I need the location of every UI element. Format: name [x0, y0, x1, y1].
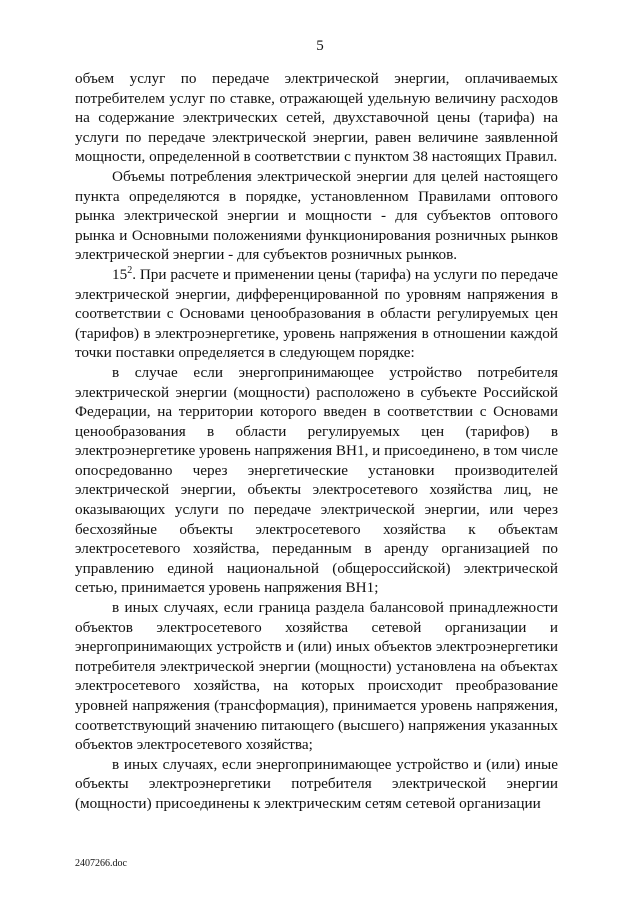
clause-15-2 — [75, 265, 558, 363]
clause-text: . При расчете и применении цены (тарифа) на услуги по передаче электрической энергии, дифференцированной по уровням напряжения в соответствии с Основами ценообразования в области регулируемых цен (тарифов) в электроэнергетике, уровень напряжения в отношении каждой точки поставки определяется в следующем порядке: — [75, 265, 558, 362]
paragraph-case-transformation: в иных случаях, если граница раздела балансовой принадлежности объектов электросетевого хозяйства сетевой организации и энергопринимающих устройств и (или) иных объектов электроэнергетики потребителя электрической энергии (мощности) установлена на объектах электросетевого хозяйства, на которых происходит преобразование уровней напряжения (трансформация), принимается уровень напряжения, соответствующий значению питающего (высшего) напряжения указанных объектов электросетевого хозяйства; — [75, 599, 558, 754]
clause-superscript: 2 — [127, 264, 133, 276]
document-filename: 2407266.doc — [75, 858, 127, 869]
paragraph-continuation: объем услуг по передаче электрической энергии, оплачиваемых потребителем услуг по ставке, отражающей удельную величину расходов на содержание электрических сетей, двухставочной цены (тарифа) на услуги по передаче электрической энергии, равен величине заявленной мощности, определенной в соответствии с пунктом 38 настоящих Правил. — [75, 70, 558, 166]
clause-number: 15 — [112, 265, 128, 283]
paragraph-consumption-volumes: Объемы потребления электрической энергии для целей настоящего пункта определяются в порядке, установленном Правилами оптового рынка электрической энергии и мощности - для субъектов оптового рынка и Основными положениями функционирования розничных рынков электрической энергии - для субъектов розничных рынков. — [75, 167, 558, 264]
paragraph-case-vn1: в случае если энергопринимающее устройство потребителя электрической энергии (мощности) расположено в субъекте Российской Федерации, на территории которого введен в соответствии с Основами ценообразования в области регулируемых цен (тарифов) в электроэнергетике уровень напряжения ВН1, и присоединено, в том числе опосредованно через энергетические установки производителей электрической энергии, объекты электросетевого хозяйства лиц, не оказывающих услуги по передаче электрической энергии, или через бесхозяйные объекты электросетевого хозяйства к объектам электросетевого хозяйства, переданным в аренду организацией по управлению единой национальной (общероссийской) электрической сетью, принимается уровень напряжения ВН1; — [75, 363, 558, 597]
page-number: 5 — [316, 38, 324, 54]
paragraph-case-network: в иных случаях, если энергопринимающее устройство и (или) иные объекты электроэнергетики потребителя электрической энергии (мощности) присоединены к электрическим сетям сетевой организации — [75, 755, 558, 812]
document-body — [75, 69, 558, 814]
